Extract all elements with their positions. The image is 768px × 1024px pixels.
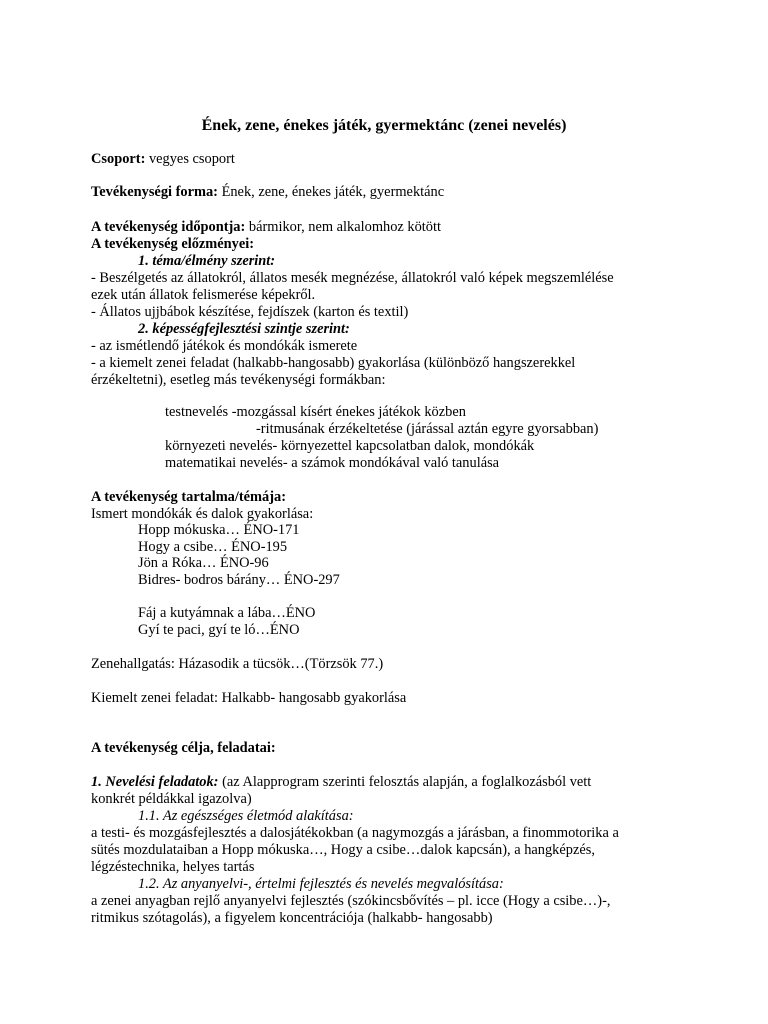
theme-experience-subheading: 1. téma/élmény szerint: — [138, 253, 276, 269]
antecedent-line: - a kiemelt zenei feladat (halkabb-hangosabb) gyakorlása (különböző hangszerekkel — [91, 355, 576, 371]
group-value: vegyes csoport — [145, 151, 235, 167]
goal-line: sütés mozdulataiban a Hopp mókuska…, Hogy a csibe…dalok kapcsán), a hangképzés, — [91, 842, 595, 858]
activity-form-label: Tevékenységi forma: — [91, 184, 218, 200]
educational-tasks-line2: konkrét példákkal igazolva) — [91, 791, 252, 807]
healthy-lifestyle-subheading: 1.1. Az egészséges életmód alakítása: — [138, 808, 354, 824]
goal-line: légzéstechnika, helyes tartás — [91, 859, 255, 875]
song-item: Fáj a kutyámnak a lába…ÉNO — [138, 605, 316, 621]
goal-line: a testi- és mozgásfejlesztés a dalosjátékokban (a nagymozgás a járásban, a finommotorika a — [91, 825, 619, 841]
song-item: Hogy a csibe… ÉNO-195 — [138, 539, 288, 555]
activity-form-item: környezeti nevelés- környezettel kapcsolatban dalok, mondókák — [165, 438, 535, 454]
activity-form-value: Ének, zene, énekes játék, gyermektánc — [217, 184, 445, 200]
antecedent-line: érzékeltetni), esetleg más tevékenységi formákban: — [91, 372, 386, 388]
document-title: Ének, zene, énekes játék, gyermektánc (zenei nevelés) — [201, 117, 567, 134]
song-item: Bidres- bodros bárány… ÉNO-297 — [138, 572, 340, 588]
educational-tasks-line — [91, 774, 591, 791]
goal-line: ritmikus szótagolás), a figyelem koncentrációja (halkabb- hangosabb) — [91, 910, 493, 926]
song-item: Jön a Róka… ÉNO-96 — [138, 555, 269, 571]
antecedents-heading: A tevékenység előzményei: — [91, 236, 255, 252]
activity-form-line — [91, 184, 444, 201]
antecedent-line: - Állatos ujjbábok készítése, fejdíszek (karton és textil) — [91, 304, 409, 320]
educational-tasks-text: (az Alapprogram szerinti felosztás alapján, a foglalkozásból vett — [218, 774, 592, 790]
song-item: Gyí te paci, gyí te ló…ÉNO — [138, 622, 300, 638]
music-listening-line: Zenehallgatás: Házasodik a tücsök…(Törzsök 77.) — [91, 656, 384, 672]
activity-form-item: -ritmusának érzékeltetése (járással aztán egyre gyorsabban) — [256, 421, 599, 437]
content-intro: Ismert mondókák és dalok gyakorlása: — [91, 506, 314, 522]
language-development-subheading: 1.2. Az anyanyelvi-, értelmi fejlesztés és nevelés megvalósítása: — [138, 876, 504, 892]
antecedent-line: ezek után állatok felismerése képekről. — [91, 287, 316, 303]
antecedent-line: - az ismétlendő játékok és mondókák ismerete — [91, 338, 358, 354]
goal-line: a zenei anyagban rejlő anyanyelvi fejlesztés (szókincsbővítés – pl. icce (Hogy a csibe…)-, — [91, 893, 611, 909]
antecedent-line: - Beszélgetés az állatokról, állatos mesék megnézése, állatokról való képek megszemlélése — [91, 270, 614, 286]
group-label: Csoport: — [91, 151, 146, 167]
skill-level-subheading: 2. képességfejlesztési szintje szerint: — [138, 321, 350, 337]
activity-time-value: bármikor, nem alkalomhoz kötött — [245, 219, 441, 235]
activity-form-item: testnevelés -mozgással kísért énekes játékok közben — [165, 404, 466, 420]
song-item: Hopp mókuska… ÉNO-171 — [138, 522, 300, 538]
key-music-task-line: Kiemelt zenei feladat: Halkabb- hangosabb gyakorlása — [91, 690, 407, 706]
content-heading: A tevékenység tartalma/témája: — [91, 489, 287, 505]
goals-heading: A tevékenység célja, feladatai: — [91, 740, 276, 756]
activity-time-line — [91, 219, 441, 236]
group-line — [91, 151, 235, 168]
educational-tasks-label: 1. Nevelési feladatok: — [91, 774, 219, 790]
activity-form-item: matematikai nevelés- a számok mondókával való tanulása — [165, 455, 500, 471]
activity-time-label: A tevékenység időpontja: — [91, 219, 246, 235]
